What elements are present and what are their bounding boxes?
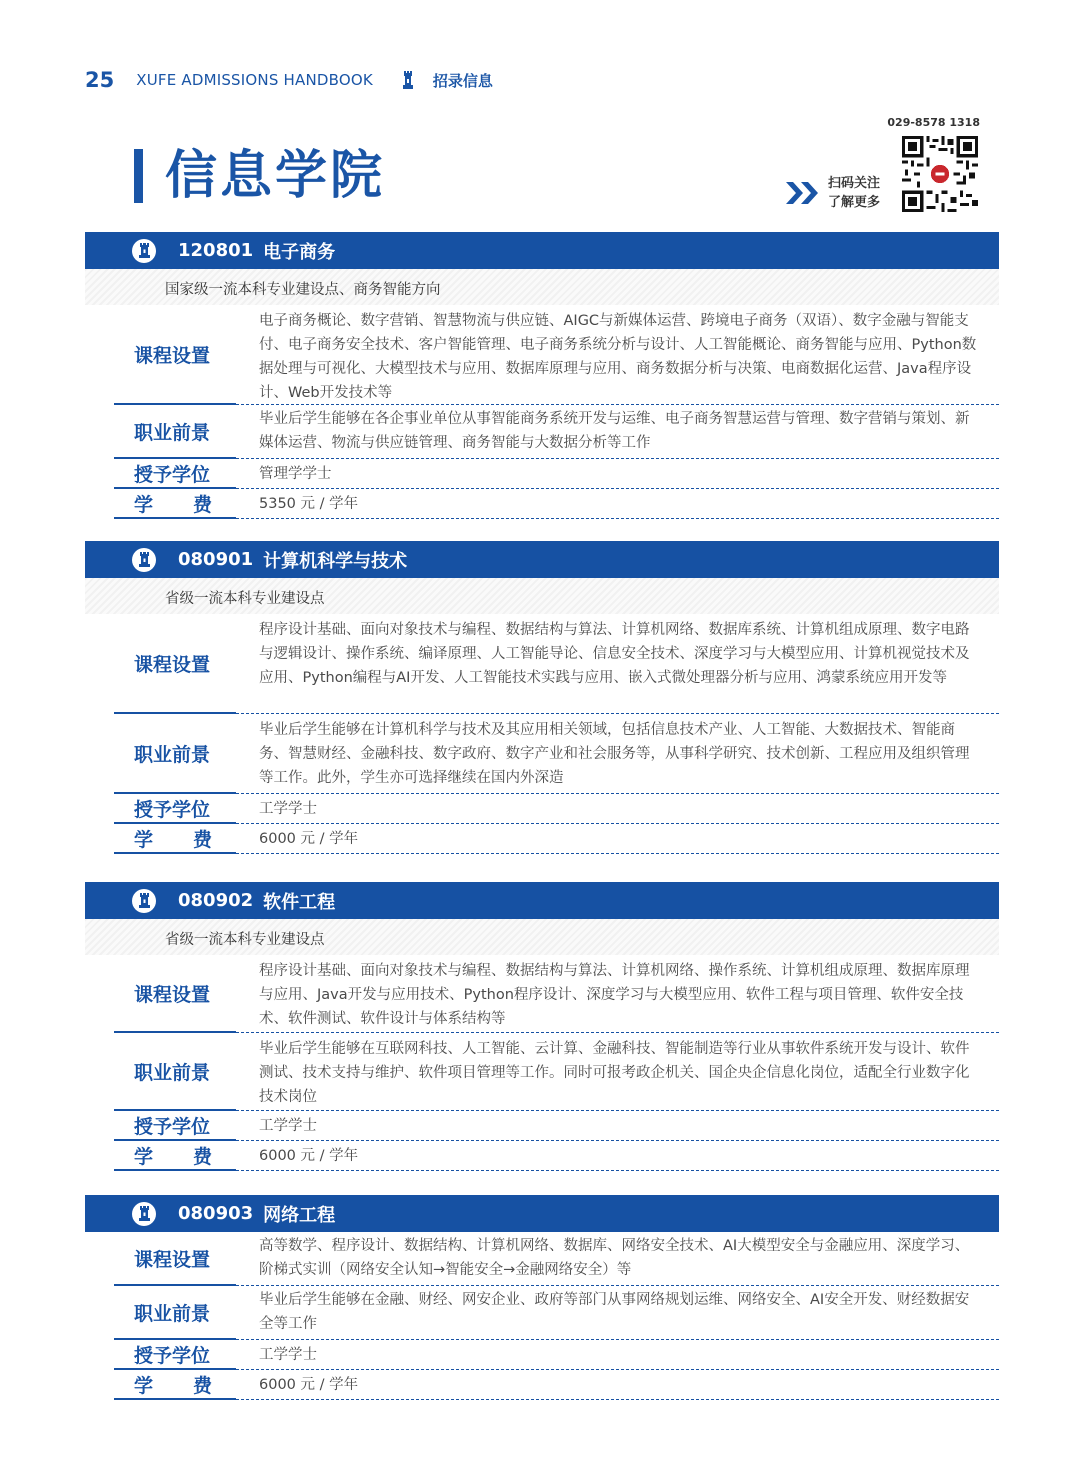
handbook-title: XUFE ADMISSIONS HANDBOOK xyxy=(136,71,373,89)
title-accent-bar xyxy=(134,149,143,203)
honor-strip xyxy=(85,919,999,955)
row-label-degree: 授予学位 xyxy=(134,1344,211,1367)
major-header xyxy=(85,1195,999,1232)
info-row-tuition xyxy=(114,1141,999,1171)
qr-caption xyxy=(828,174,880,212)
row-value-career: 毕业后学生能够在互联网科技、人工智能、云计算、金融科技、智能制造等行业从事软件系统开发与设计、软件测试、技术支持与维护、软件项目管理等工作。同时可报考政企机关、国企央企信息化岗位，适配全行业数字化技术岗位 xyxy=(259,1041,970,1105)
row-value-courses: 高等数学、程序设计、数据结构、计算机网络、数据库、网络安全技术、AI大模型安全与金融应用、深度学习、阶梯式实训（网络安全认知→智能安全→金融网络安全）等 xyxy=(259,1238,970,1278)
info-row-tuition xyxy=(114,489,999,519)
row-label-tuition-a: 学 xyxy=(134,1145,154,1168)
row-value-tuition: 6000 元 / 学年 xyxy=(259,831,359,847)
row-label-tuition-b: 费 xyxy=(192,1145,212,1168)
info-row-degree xyxy=(114,794,999,824)
qr-caption-line1: 扫码关注 xyxy=(828,176,881,191)
info-row-tuition xyxy=(114,824,999,854)
major-name: 计算机科学与技术 xyxy=(263,550,408,572)
row-value-degree: 工学学士 xyxy=(259,1347,317,1363)
tower-icon xyxy=(138,893,151,908)
row-value-courses: 程序设计基础、面向对象技术与编程、数据结构与算法、计算机网络、操作系统、计算机组成原理、数据库原理与应用、Java开发与应用技术、Python程序设计、深度学习与大模型应用、软件工程与项目管理、软件安全技术、软件测试、软件设计与体系结构等 xyxy=(259,963,970,1027)
row-label-tuition xyxy=(134,1141,212,1169)
label-underline xyxy=(114,852,236,854)
major-name: 网络工程 xyxy=(263,1204,336,1226)
row-label-courses: 课程设置 xyxy=(134,653,211,676)
row-label-career: 职业前景 xyxy=(134,1302,211,1325)
row-value-tuition: 6000 元 / 学年 xyxy=(259,1148,359,1164)
honor-text: 国家级一流本科专业建设点、商务智能方向 xyxy=(165,282,441,298)
major-code: 080903 xyxy=(178,1203,254,1224)
row-label-tuition-b: 费 xyxy=(192,828,212,851)
dashed-divider xyxy=(236,853,999,854)
info-row-courses xyxy=(114,1232,999,1286)
honor-text: 省级一流本科专业建设点 xyxy=(165,591,325,607)
major-code: 080902 xyxy=(178,890,254,911)
row-label-courses: 课程设置 xyxy=(134,1248,211,1271)
info-row-tuition xyxy=(114,1370,999,1400)
row-value-tuition: 5350 元 / 学年 xyxy=(259,496,359,512)
major-header xyxy=(85,882,999,919)
honor-text: 省级一流本科专业建设点 xyxy=(165,932,325,948)
row-value-career: 毕业后学生能够在各企事业单位从事智能商务系统开发与运维、电子商务智慧运营与管理、数字营销与策划、新媒体运营、物流与供应链管理、商务智能与大数据分析等工作 xyxy=(259,411,970,451)
info-row-career xyxy=(114,714,999,794)
page-title-block xyxy=(134,146,385,206)
row-label-degree: 授予学位 xyxy=(134,463,211,486)
info-row-degree xyxy=(114,1340,999,1370)
row-label-tuition xyxy=(134,1370,212,1398)
row-value-degree: 工学学士 xyxy=(259,801,317,817)
major-header xyxy=(85,232,999,269)
major-name: 软件工程 xyxy=(263,891,336,913)
tower-icon xyxy=(401,71,415,89)
row-value-courses: 电子商务概论、数字营销、智慧物流与供应链、AIGC与新媒体运营、跨境电子商务（双语）、数字金融与智能支付、电子商务安全技术、客户智能管理、电子商务系统分析与设计、人工智能概论、商务智能与应用、Python数据处理与可视化、大模型技术与应用、数据库原理与应用、商务数据分析与决策、电商数据化运营、Java程序设计、Web开发技术等 xyxy=(259,313,977,401)
info-row-courses xyxy=(114,305,999,405)
tower-icon xyxy=(138,552,151,567)
row-value-courses: 程序设计基础、面向对象技术与编程、数据结构与算法、计算机网络、数据库系统、计算机组成原理、数字电路与逻辑设计、操作系统、编译原理、人工智能导论、信息安全技术、深度学习与大模型应用、计算机视觉技术及应用、Python编程与AI开发、人工智能技术实践与应用、嵌入式微处理器分析与应用、鸿蒙系统应用开发等 xyxy=(259,622,970,686)
tower-icon xyxy=(138,1206,151,1221)
info-row-degree xyxy=(114,1111,999,1141)
row-label-career: 职业前景 xyxy=(134,1061,211,1084)
honor-strip xyxy=(85,269,999,305)
row-label-tuition-a: 学 xyxy=(134,1374,154,1397)
row-label-career: 职业前景 xyxy=(134,743,211,766)
major-badge xyxy=(132,548,156,572)
info-row-career xyxy=(114,1033,999,1111)
info-row-career xyxy=(114,405,999,459)
honor-strip xyxy=(85,578,999,614)
info-row-courses xyxy=(114,955,999,1033)
qr-caption-line2: 了解更多 xyxy=(828,195,881,210)
major-header xyxy=(85,541,999,578)
row-label-tuition xyxy=(134,489,212,517)
row-label-tuition-b: 费 xyxy=(192,493,212,516)
row-label-career: 职业前景 xyxy=(134,421,211,444)
row-label-degree: 授予学位 xyxy=(134,1115,211,1138)
qr-contact-area xyxy=(780,116,980,216)
row-label-degree: 授予学位 xyxy=(134,798,211,821)
dashed-divider xyxy=(236,518,999,519)
label-underline xyxy=(114,517,236,519)
phone-number: 029-8578 1318 xyxy=(887,116,980,129)
double-chevron-icon xyxy=(786,182,820,204)
tower-icon xyxy=(138,243,151,258)
running-header xyxy=(85,66,493,94)
row-label-tuition-a: 学 xyxy=(134,493,154,516)
row-value-degree: 工学学士 xyxy=(259,1118,317,1134)
page-title: 信息学院 xyxy=(165,146,386,206)
section-name: 招录信息 xyxy=(432,71,493,90)
row-value-tuition: 6000 元 / 学年 xyxy=(259,1377,359,1393)
row-label-courses: 课程设置 xyxy=(134,983,211,1006)
major-badge xyxy=(132,1202,156,1226)
qr-code[interactable] xyxy=(902,136,978,212)
major-name: 电子商务 xyxy=(263,241,336,263)
row-value-career: 毕业后学生能够在金融、财经、网安企业、政府等部门从事网络规划运维、网络安全、AI安全开发、财经数据安全等工作 xyxy=(259,1292,970,1332)
major-badge xyxy=(132,239,156,263)
info-row-degree xyxy=(114,459,999,489)
row-label-tuition-a: 学 xyxy=(134,828,154,851)
info-row-courses xyxy=(114,614,999,714)
major-code: 120801 xyxy=(178,240,254,261)
row-label-tuition-b: 费 xyxy=(192,1374,212,1397)
major-badge xyxy=(132,889,156,913)
major-code: 080901 xyxy=(178,549,254,570)
dashed-divider xyxy=(236,1399,999,1400)
label-underline xyxy=(114,1169,236,1171)
label-underline xyxy=(114,1398,236,1400)
row-label-courses: 课程设置 xyxy=(134,344,211,367)
row-value-degree: 管理学学士 xyxy=(259,466,332,482)
row-value-career: 毕业后学生能够在计算机科学与技术及其应用相关领域，包括信息技术产业、人工智能、大数据技术、智能商务、智慧财经、金融科技、数字政府、数字产业和社会服务等，从事科学研究、技术创新、工程应用及组织管理等工作。此外，学生亦可选择继续在国内外深造 xyxy=(259,722,970,786)
dashed-divider xyxy=(236,1170,999,1171)
info-row-career xyxy=(114,1286,999,1340)
row-label-tuition xyxy=(134,824,212,852)
page-number: 25 xyxy=(85,68,115,92)
